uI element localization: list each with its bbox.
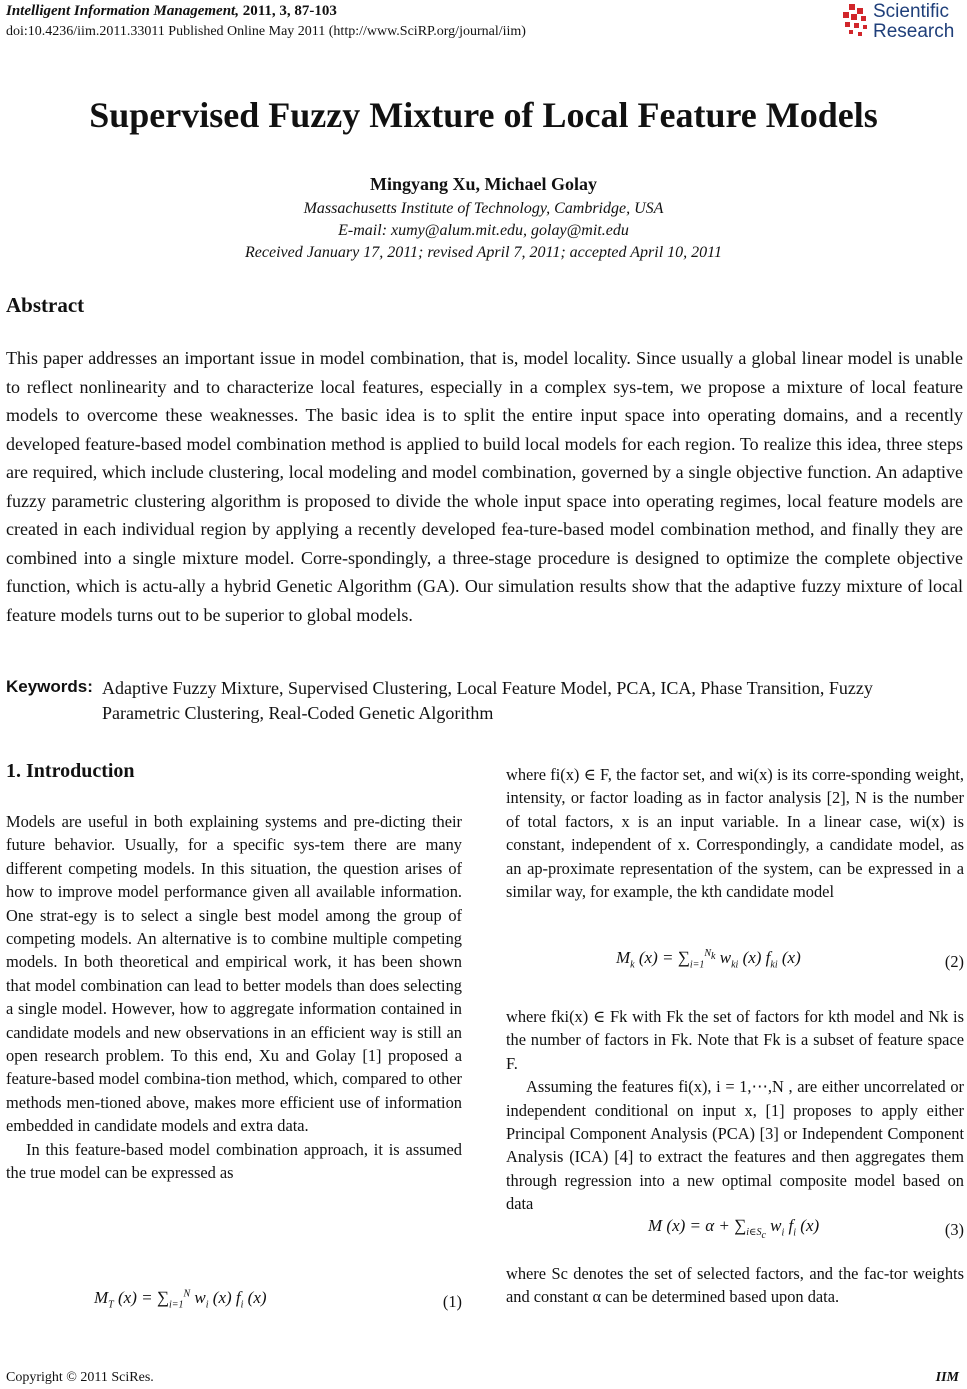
equation-3-body: M $(x) = \alpha + \sum_{i\in S_c}$ $w_i$ $f_i$ (x) (648, 1216, 820, 1242)
logo-mark-icon (839, 2, 871, 42)
right-paragraph-1: where fi(x) ∈ F, the factor set, and wi(x) is its corre-sponding weight, intensity, or factor loading as in factor analysis [2], N is the number of total factors, x is an input variable. In a linear case, wi(x) is constant, independent of x. Correspondingly, a candidate model, as an ap-proximate representation of the system, can be expressed in a similar way, for example, the kth candidate model (506, 765, 964, 902)
right-column-top (506, 763, 964, 903)
journal-volume: 2011, 3, 87-103 (238, 3, 337, 19)
equation-1-body: $M_T$ $(x) = \sum_{i=1}^N$ $w_i$ (x) $f_i$ (x) (94, 1288, 267, 1311)
journal-name: Intelligent Information Management, (6, 3, 239, 19)
email: E-mail: xumy@alum.mit.edu, golay@mit.edu (338, 222, 629, 239)
abstract-text: This paper addresses an important issue in model combination, that is, model locality. Since usually a global linear model is unable to reflect nonlinearity and to characterize local features, especially in a complex sys-tem, we propose a mixture of local feature models to overcome these weaknesses. The basic idea is to split the entire input space into operating domains, and a recently developed feature-based model combination method is applied to build local models for each region. To realize this idea, three steps are required, which include clustering, local modeling and model combination, governed by a single objective function. An adaptive fuzzy parametric clustering algorithm is proposed to divide the whole input space into operating regimes, local feature models are created in each individual region by applying a recently developed fea-ture-based model combination method, and finally they are combined into a single mixture model. Corre-spondingly, a three-stage procedure is designed to optimize the complete objective function, which is actu-ally a hybrid Genetic Algorithm (GA). Our simulation results show that the adaptive fuzzy mixture of local feature models turns out to be superior to global models. (6, 348, 963, 625)
right-column-middle (506, 1005, 964, 1216)
equation-3 (506, 1212, 964, 1250)
intro-paragraph-1: Models are useful in both explaining systems and pre-dicting their future behavior. Usually, for a specific sys-tem there are many different competing models. In this situation, the question arises of how to improve model performance given all available information. One strat-egy is to select a single best model among the group of competing models. An alternative is to combine multiple competing models. In both theoretical and empirical work, it has been shown that model combination can lead to better models than does selecting a single model. However, how to aggregate information contained in candidate models and new observations in an efficient way is still an open research problem. To this end, Xu and Golay [1] proposed a feature-based model combina-tion method, which, compared to other methods men-tioned above, makes more efficient use of information embedded in candidate models and extra data. (6, 812, 462, 1136)
authors: Mingyang Xu, Michael Golay (369, 174, 597, 194)
keywords-label: Keywords: (6, 677, 93, 696)
left-column (6, 810, 462, 1185)
abstract-heading: Abstract (6, 293, 85, 317)
equation-3-number: (3) (944, 1220, 964, 1239)
keywords-text: Adaptive Fuzzy Mixture, Supervised Clustering, Local Feature Model, PCA, ICA, Phase Transition, Fuzzy Parametric Clustering, Real-Coded Genetic Algorithm (102, 678, 873, 723)
equation-1-number: (1) (442, 1292, 462, 1311)
equation-2 (506, 944, 964, 982)
dates: Received January 17, 2011; revised April 7, 2011; accepted April 10, 2011 (245, 244, 722, 261)
equation-2-number: (2) (944, 952, 964, 971)
intro-heading: 1. Introduction (6, 760, 135, 782)
scientific-research-logo (839, 2, 959, 44)
right-paragraph-3: Assuming the features fi(x), i = 1,⋯,N , are either uncorrelated or independent conditional on input x, [1] proposes to apply either Principal Component Analysis (PCA) [3] or Independent Component Analysis (ICA) [4] to extract the features and then aggregates them through regression into a new optimal composite model based on data (506, 1077, 964, 1214)
copyright: Copyright © 2011 SciRes. (6, 1370, 154, 1385)
logo-line-2: Research (873, 21, 955, 42)
doi-line: doi:10.4236/iim.2011.33011 Published Online May 2011 (http://www.SciRP.org/journal/iim) (6, 24, 526, 39)
right-paragraph-2: where fki(x) ∈ Fk with Fk the set of factors for kth model and Nk is the number of factors in Fk. Note that Fk is a subset of feature space F. (506, 1007, 964, 1073)
equation-2-body: $M_k$ $(x) = \sum_{i=1}^{N_k}$ $w_{ki}$ (x) $f_{ki}$ (x) (616, 948, 801, 971)
equation-1 (6, 1284, 462, 1322)
intro-paragraph-2: In this feature-based model combination approach, it is assumed the true model can be expressed as (6, 1139, 462, 1183)
journal-header (6, 3, 337, 20)
logo-line-1: Scientific (873, 1, 950, 22)
right-column-bottom (506, 1262, 964, 1309)
journal-abbreviation: IIM (935, 1370, 959, 1385)
affiliation: Massachusetts Institute of Technology, Cambridge, USA (303, 200, 664, 217)
paper-title: Supervised Fuzzy Mixture of Local Feature Models (89, 95, 878, 135)
right-paragraph-4: where Sc denotes the set of selected factors, and the fac-tor weights and constant α can be determined based upon data. (506, 1264, 964, 1307)
